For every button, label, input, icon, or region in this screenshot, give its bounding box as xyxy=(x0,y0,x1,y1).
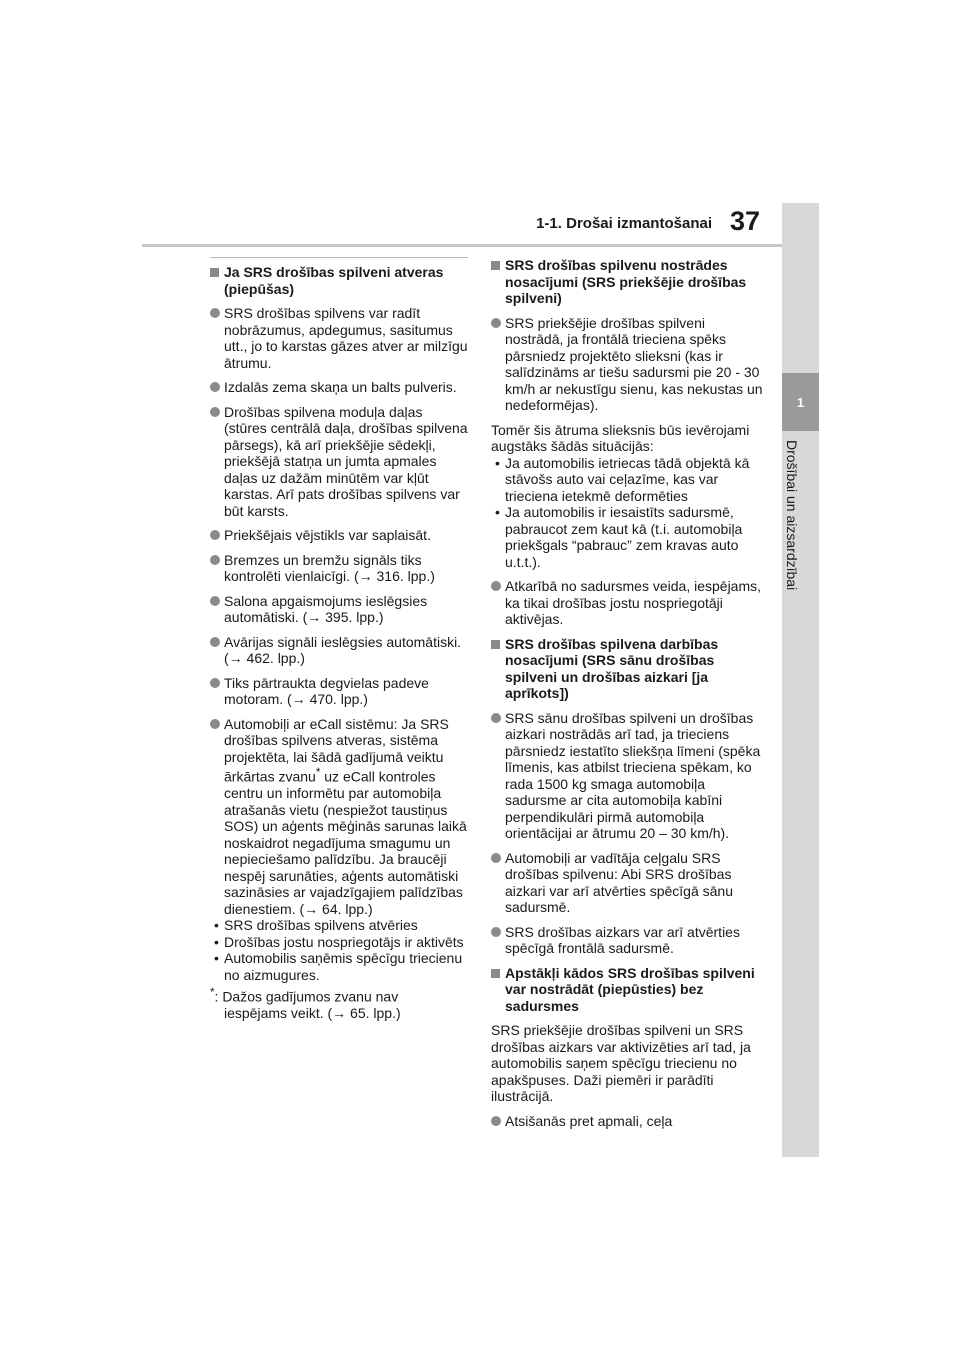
bullet-item: Priekšējais vējstikls var saplaisāt. xyxy=(210,527,468,544)
column-divider xyxy=(210,257,468,258)
footnote-text-b: iespējams veikt. (→ 65. lpp.) xyxy=(224,1005,401,1022)
bullet-item: Izdalās zema skaņa un balts pulveris. xyxy=(210,379,468,396)
bullet-item: SRS drošības spilvens var radīt nobrāzumus, apdegumus, sasitumus utt., jo to karstas gāzes atver ar milzīgu ātrumu. xyxy=(210,305,468,371)
sub-item: • Ja automobilis ietriecas tādā objektā kā stāvošs auto vai ceļazīme, kas var trieciena ietekmē deformēties xyxy=(491,455,763,505)
ecall-text-a: Automobiļi ar eCall sistēmu: Ja SRS drošības spilvens atveras, sistēma projektēta, lai šādā gadījumā veiktu ārkārtas zvanu xyxy=(224,715,449,785)
bullet-item: Automobiļi ar vadītāja ceļgalu SRS drošības spilvenu: Abi SRS drošības aizkari var arī atvērties spēcīgā sānu sadursmē. xyxy=(491,850,763,916)
ecall-text-b: uz eCall kontroles centru un informētu par automobiļa atrašanās vietu (nespiežot taustiņus SOS) un aģents mēģinās sarunas laikā noskaidrot negadījuma smagumu un nepieciešamo palīdzību. Ja braucēji nespēj sarunāties, aģents automātiski sazināsies ar vajadzīgajiem palīdzības dienestiem. (→ 64. lpp.) xyxy=(224,768,467,917)
footnote-mark: * xyxy=(210,986,215,1000)
heading-front-airbags: SRS drošības spilvenu nostrādes nosacījumi (SRS priekšējie drošības spilveni) xyxy=(491,257,763,307)
footnote xyxy=(210,985,468,1022)
chapter-label: Drošībai un aizsardzībai xyxy=(784,440,800,591)
paragraph: SRS priekšējie drošības spilveni un SRS drošības aizkars var aktivizēties arī tad, ja automobilis saņem spēcīgu triecienu no apakšpuses. Daži piemēri ir parādīti ilustrācijā. xyxy=(491,1022,751,1104)
heading-no-collision: Apstākļi kādos SRS drošības spilveni var nostrādāt (piepūsties) bez sadursmes xyxy=(491,965,763,1015)
left-column xyxy=(210,257,468,1022)
section-title: 1-1. Drošai izmantošanai xyxy=(536,215,712,232)
bullet-ecall xyxy=(210,716,468,918)
ecall-footnote-mark: * xyxy=(315,766,321,779)
bullet-item: Tiks pārtraukta degvielas padeve motoram. (→ 470. lpp.) xyxy=(210,675,468,708)
sub-item: • Automobilis saņēmis spēcīgu triecienu no aizmugures. xyxy=(210,950,468,983)
bullet-item: SRS sānu drošības spilveni un drošības aizkari nostrādās arī tad, ja trieciens pārsniedz iestatīto sliekšņa līmeni (spēka līmenis, kas atbilst trieciena spēkam, ko rada 1500 kg smaga automobiļa sadursme ar cita automobiļa kabīni perpendikulāri pirmā automobiļa orientācijai ar ātrumu 20 – 30 km/h). xyxy=(491,710,763,842)
bullet-item: Bremzes un bremžu signāls tiks kontrolēti vienlaicīgi. (→ 316. lpp.) xyxy=(210,552,468,585)
right-column xyxy=(491,257,763,1137)
bullet-item: Drošības spilvena moduļa daļas (stūres centrālā daļa, drošības spilvena pārsegs), kā arī priekšējie sēdekļi, priekšējā statņa un jumta apmales daļas uz dažām minūtēm var kļūt karstas. Arī pats drošības spilvens var būt karsts. xyxy=(210,404,468,520)
page-number: 37 xyxy=(730,206,761,236)
chapter-tab: 1 xyxy=(782,373,819,431)
footnote-text-a: : Dažos gadījumos zvanu nav xyxy=(214,988,399,1005)
bullet-item: Salona apgaismojums ieslēgsies automātiski. (→ 395. lpp.) xyxy=(210,593,468,626)
heading-side-airbags: SRS drošības spilvena darbības nosacījumi (SRS sānu drošības spilveni un drošības aizkari [ja aprīkots]) xyxy=(491,636,763,702)
header-divider xyxy=(142,244,782,247)
bullet-item: SRS drošības aizkars var arī atvērties spēcīgā frontālā sadursmē. xyxy=(491,924,763,957)
paragraph xyxy=(491,422,763,571)
bullet-item: Atsišanās pret apmali, ceļa xyxy=(491,1113,763,1130)
sub-item: • SRS drošības spilvens atvēries xyxy=(210,917,468,934)
sub-item: • Drošības jostu nospriegotājs ir aktivēts xyxy=(210,934,468,951)
sub-item: • Ja automobilis ir iesaistīts sadursmē, pabraucot zem kaut kā (t.i. automobiļa priekšgals “pabrauc” zem kravas auto u.t.t.). xyxy=(491,504,763,570)
bullet-item: Avārijas signāli ieslēgsies automātiski. (→ 462. lpp.) xyxy=(210,634,468,667)
bullet-item: SRS priekšējie drošības spilveni nostrādā, ja frontālā trieciena spēks pārsniedz projektēto slieksni (kas ir salīdzināms ar tiešu sadursmi pie 20 - 30 km/h ar nekustīgu sienu, kas nekustas un nedeformējas). xyxy=(491,315,763,414)
side-tab xyxy=(782,203,819,1157)
paragraph-text: Tomēr šis ātruma slieksnis būs ievērojami augstāks šādās situācijās: xyxy=(491,421,750,454)
bullet-item: Atkarībā no sadursmes veida, iespējams, ka tikai drošības jostu nospriegotāji aktivējas. xyxy=(491,578,763,628)
heading-airbag-deploy: Ja SRS drošības spilveni atveras (piepūšas) xyxy=(210,264,468,297)
